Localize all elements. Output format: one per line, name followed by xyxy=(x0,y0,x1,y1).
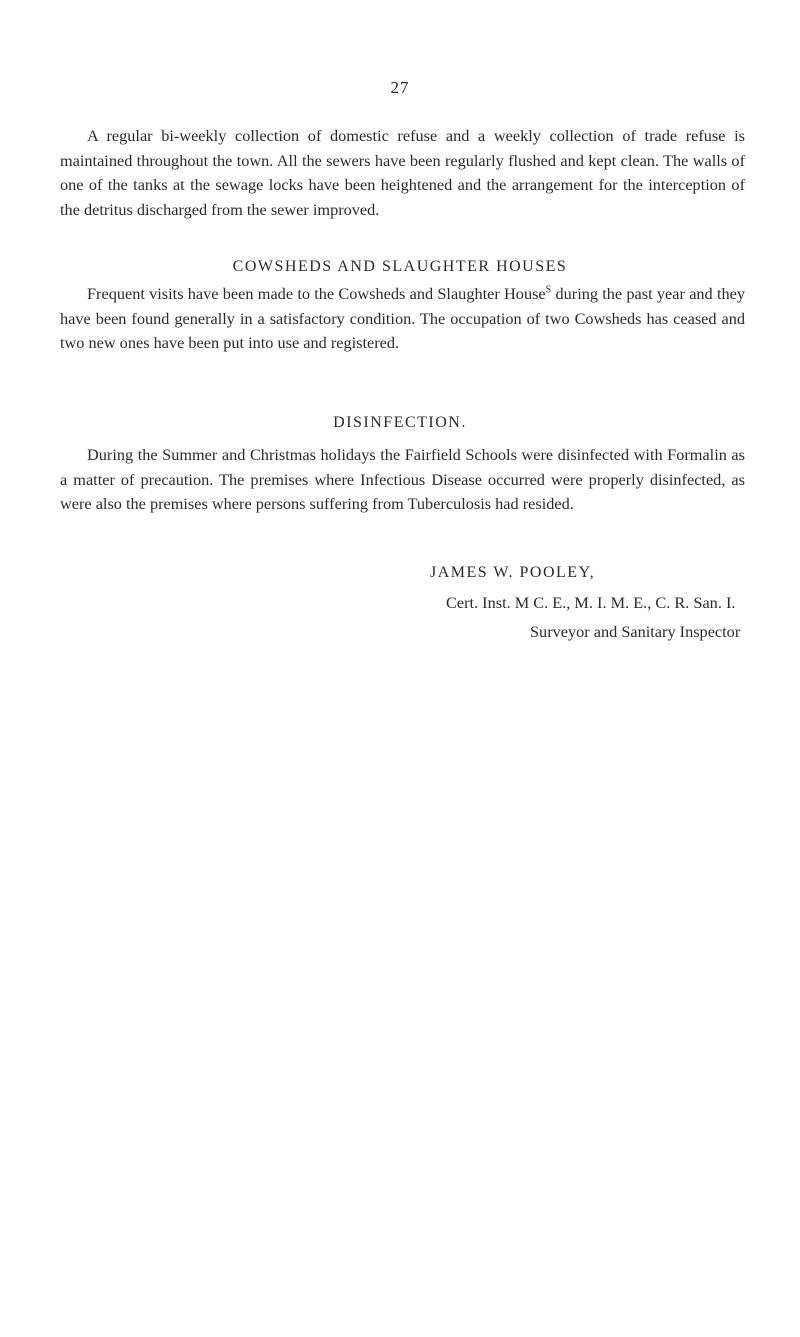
cowsheds-paragraph xyxy=(60,282,745,356)
cowsheds-text-part1: Frequent visits have been made to the Cowsheds and Slaughter House xyxy=(87,284,546,303)
signature-qualifications: Cert. Inst. M C. E., M. I. M. E., C. R. San. I. xyxy=(446,593,736,612)
disinfection-paragraph: During the Summer and Christmas holidays the Fairfield Schools were disinfected with Formalin as a matter of precaution. The premises where Infectious Disease occurred were properly disinfected, as were also the premises where persons suffering from Tuberculosis had resided. xyxy=(60,445,745,513)
signature-name: JAMES W. POOLEY, xyxy=(430,564,596,581)
disinfection-heading: DISINFECTION. xyxy=(333,414,467,431)
page-number: 27 xyxy=(390,78,410,97)
cowsheds-superscript: S xyxy=(545,284,552,296)
refuse-paragraph: A regular bi-weekly collection of domestic refuse and a weekly collection of trade refuse is maintained throughout the town. All the sewers have been regularly flushed and kept clean. The walls of one of the tanks at the sewage locks have been heightened and the arrangement for the interception of the detritus discharged from the sewer improved. xyxy=(60,126,745,219)
cowsheds-text-part2: during the past year and they have been found generally in a satisfactory condition. The occupation of two Cowsheds has ceased and two new ones have been put into use and registered. xyxy=(60,284,745,352)
signature-title: Surveyor and Sanitary Inspector xyxy=(530,622,741,641)
cowsheds-heading: COWSHEDS AND SLAUGHTER HOUSES xyxy=(232,258,568,275)
